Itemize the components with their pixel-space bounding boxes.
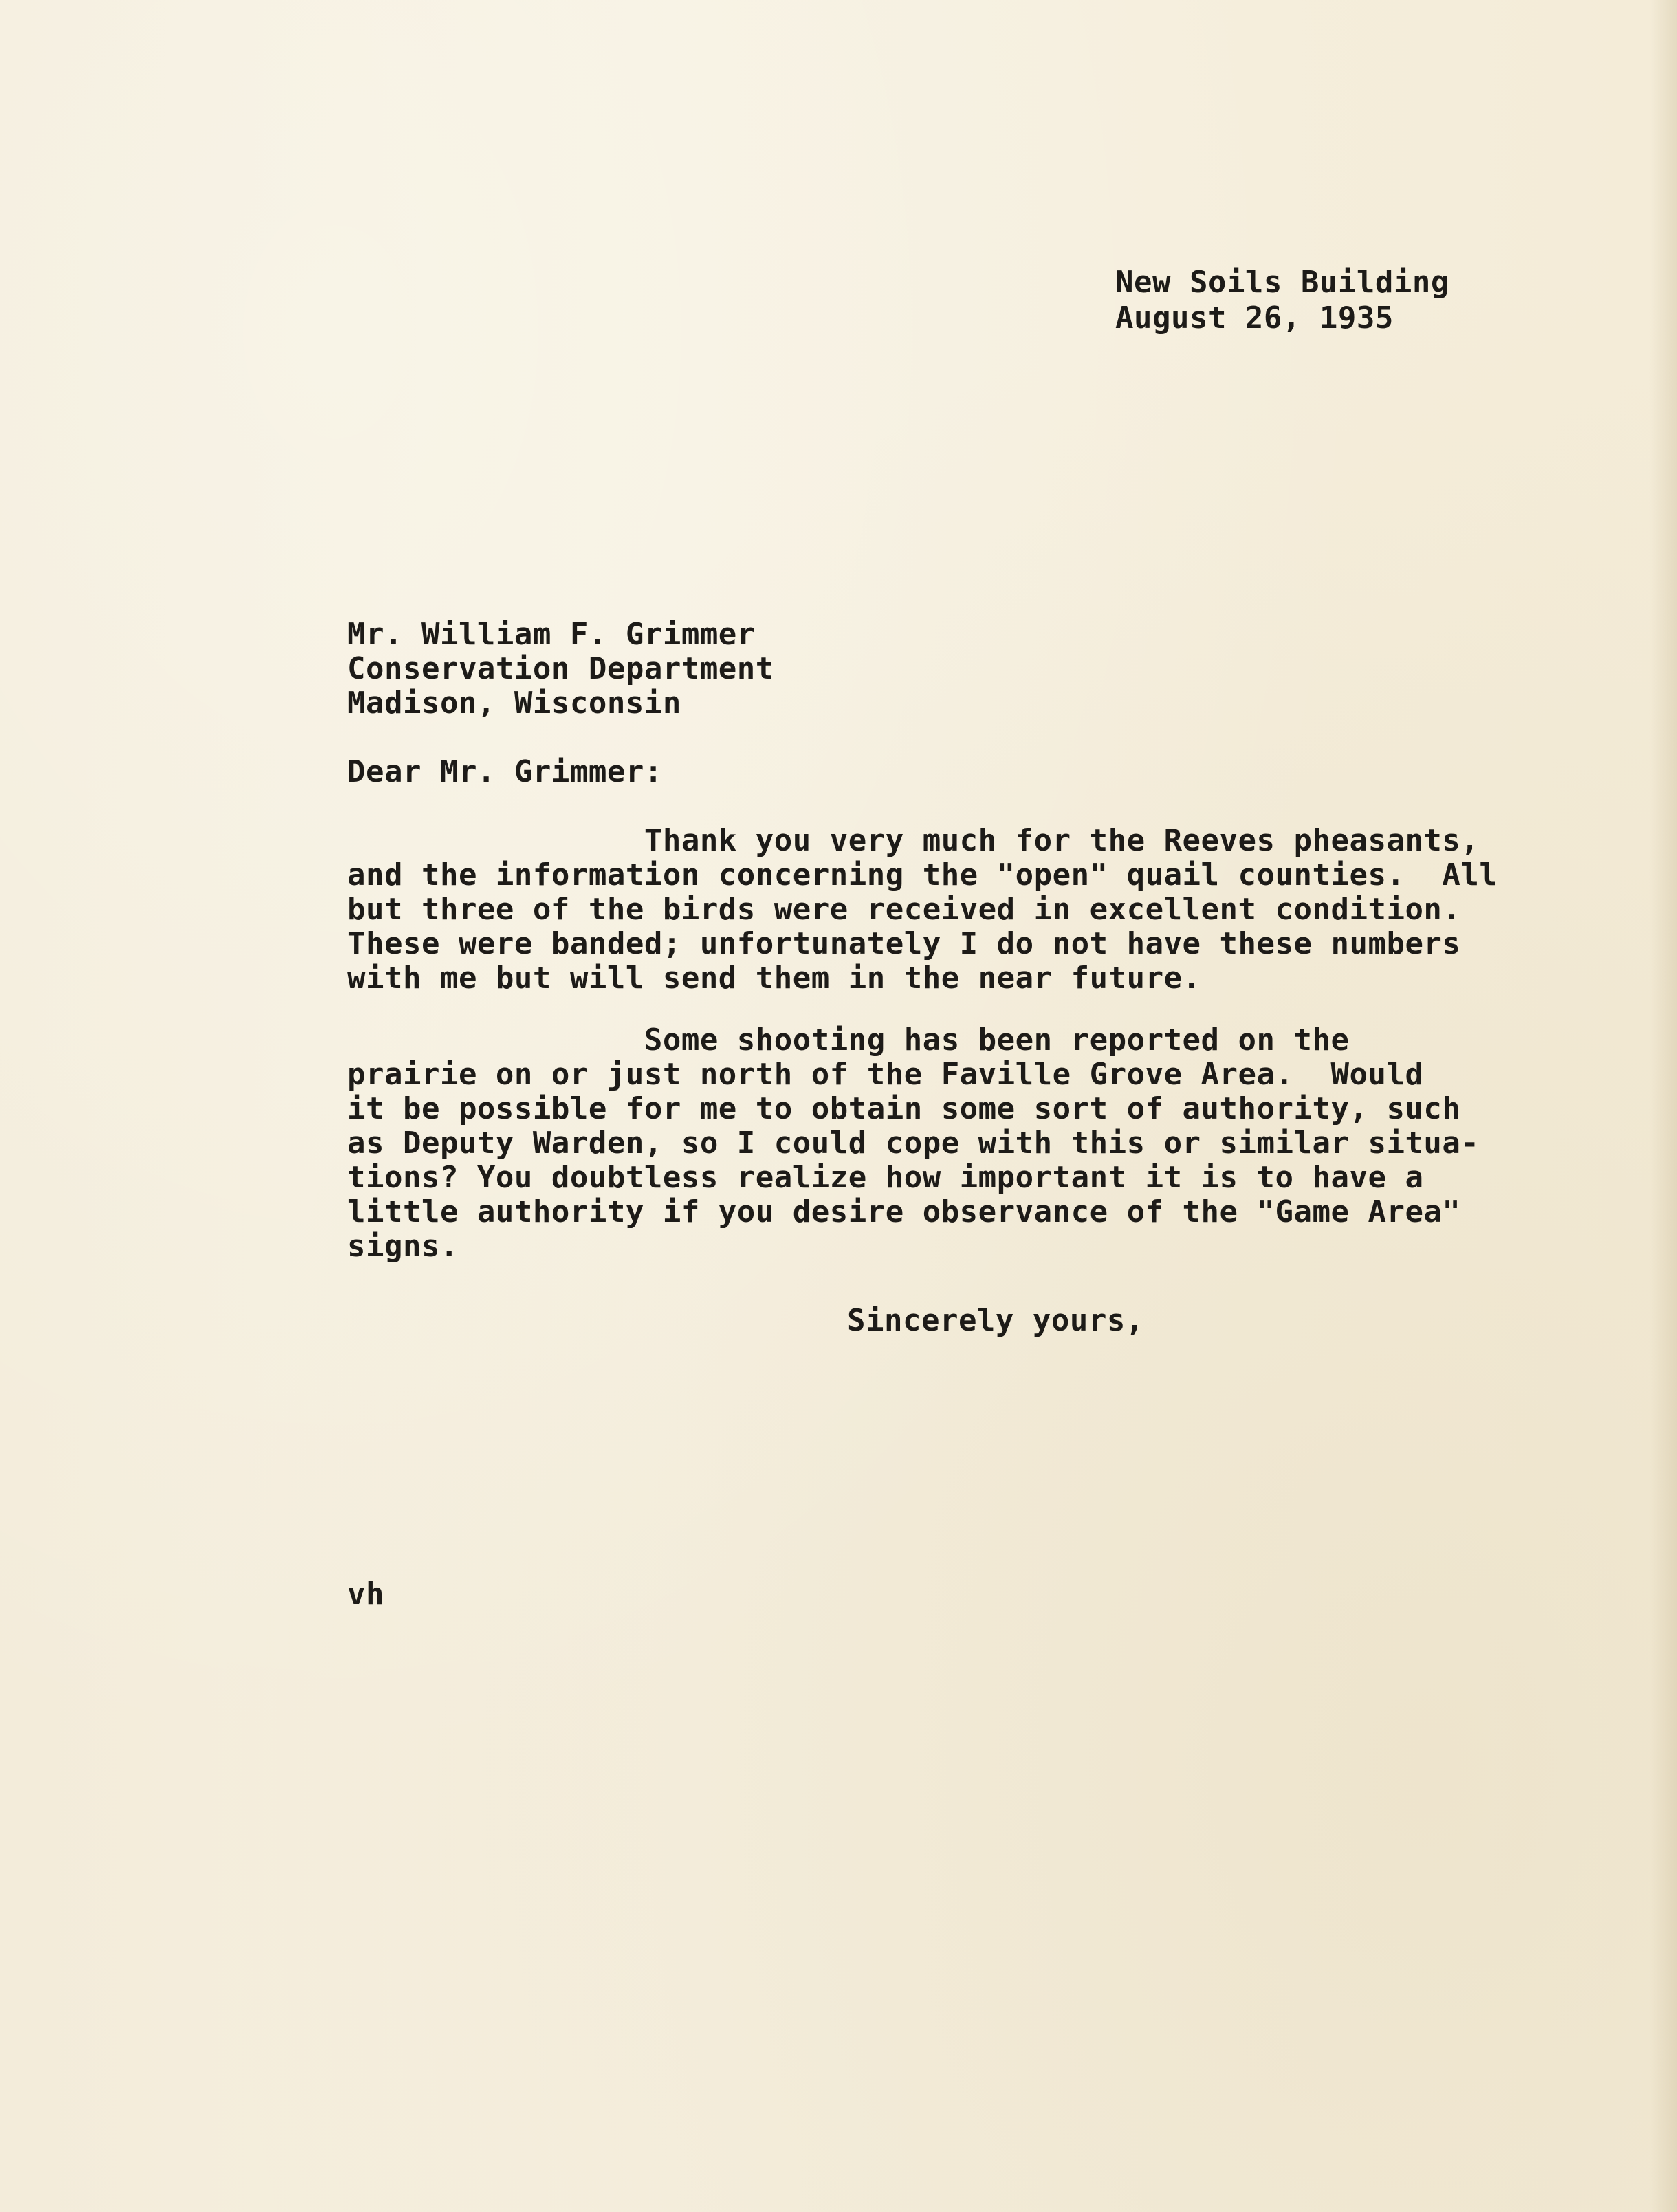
recipient-name: Mr. William F. Grimmer [347,617,756,652]
paragraph-line: Thank you very much for the Reeves pheasants, [347,823,1480,858]
paragraph-line: tions? You doubtless realize how important it is to have a [347,1160,1424,1195]
letter-date: August 26, 1935 [1115,300,1394,336]
paragraph-line: signs. [347,1229,459,1264]
typist-initials: vh [347,1577,384,1612]
paragraph-line: as Deputy Warden, so I could cope with this or similar situa- [347,1126,1480,1161]
recipient-city: Madison, Wisconsin [347,686,681,721]
paragraph-line: and the information concerning the "open" quail counties. All [347,857,1498,893]
paragraph-line: little authority if you desire observance of the "Game Area" [347,1194,1461,1229]
sender-location: New Soils Building [1115,265,1449,300]
paragraph-line: with me but will send them in the near future. [347,961,1201,996]
paragraph-line: it be possible for me to obtain some sort of authority, such [347,1091,1461,1126]
body-paragraph-1 [347,824,1498,996]
paper-edge-shading [1649,0,1677,2212]
recipient-organization: Conservation Department [347,651,774,686]
paragraph-line: but three of the birds were received in excellent condition. [347,892,1461,927]
paragraph-line: prairie on or just north of the Faville Grove Area. Would [347,1057,1424,1092]
body-paragraph-2 [347,1023,1479,1264]
complimentary-closing: Sincerely yours, [847,1303,1144,1338]
salutation: Dear Mr. Grimmer: [347,754,663,789]
paragraph-line: Some shooting has been reported on the [347,1022,1350,1058]
paragraph-line: These were banded; unfortunately I do not have these numbers [347,926,1461,961]
